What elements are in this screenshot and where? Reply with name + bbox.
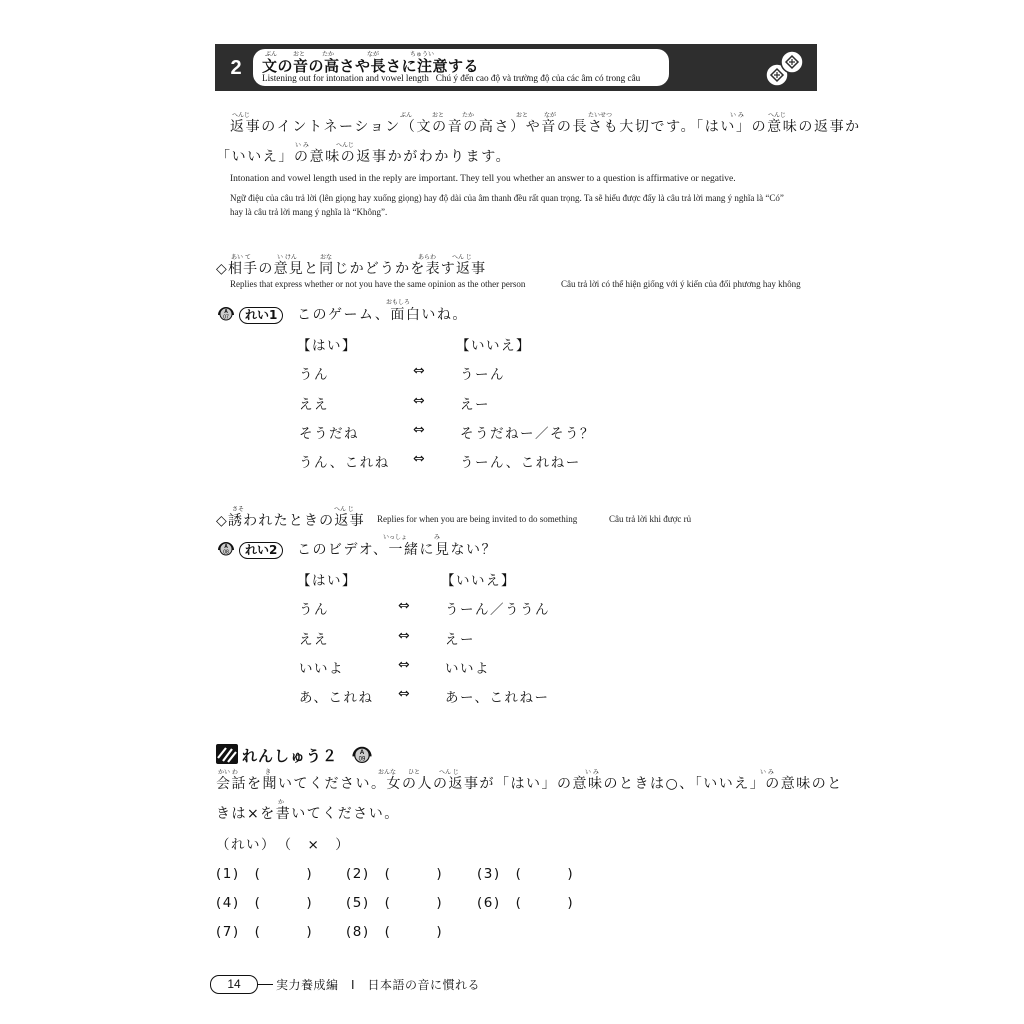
reply-no: いいよ	[445, 661, 490, 677]
practice-instruction-2: きは×を書いてください。	[216, 806, 400, 822]
bidirectional-arrow-icon: ⇔	[413, 393, 425, 409]
ruby: かい わ	[218, 769, 238, 776]
reply-no: あー、これねー	[445, 690, 550, 706]
ruby: い み	[295, 142, 309, 149]
bidirectional-arrow-icon: ⇔	[398, 598, 410, 614]
reply-yes: そうだね	[299, 426, 359, 442]
ruby: おもしろ	[386, 299, 411, 306]
ruby: き	[265, 769, 272, 776]
ruby: おんな	[378, 769, 397, 776]
bidirectional-arrow-icon: ⇔	[413, 363, 425, 379]
reply-yes: いいよ	[299, 661, 344, 677]
ruby: たいせつ	[588, 112, 613, 119]
answer-item[interactable]: (4) ( )	[216, 895, 314, 911]
ruby: ぶん	[400, 112, 413, 119]
bidirectional-arrow-icon: ⇔	[398, 657, 410, 673]
section2-english: Replies for when you are being invited to do something	[377, 514, 578, 524]
section1-english: Replies that express whether or not you have the same opinion as the other person	[230, 279, 526, 289]
reply-yes: うん	[299, 602, 329, 618]
ruby: ひと	[408, 769, 421, 776]
audio-track-icon[interactable]	[350, 742, 374, 766]
ruby: さそ	[232, 506, 245, 513]
reply-no: えー	[460, 397, 490, 413]
ruby: あらわ	[418, 254, 437, 261]
section1-heading: ◇相手の意見と同じかどうかを表す返事	[216, 261, 487, 277]
practice-example: （れい） （ × ）	[216, 837, 351, 853]
audio-track-icon[interactable]	[216, 538, 236, 558]
intro-vietnamese-2: hay là câu trả lời mang ý nghĩa là “Không”.	[230, 207, 388, 217]
bidirectional-arrow-icon: ⇔	[413, 451, 425, 467]
answer-item[interactable]: (6) ( )	[477, 895, 575, 911]
example-badge	[239, 539, 283, 559]
reply-no: えー	[445, 632, 475, 648]
ruby: い み	[730, 112, 744, 119]
ruby: へんじ	[336, 142, 355, 149]
ruby: なが	[544, 112, 557, 119]
answer-item[interactable]: (1) ( )	[216, 866, 314, 882]
reply-no: うーん／ううん	[445, 602, 550, 618]
practice-title: れんしゅう２	[242, 747, 339, 765]
badge-label: れい2	[239, 542, 283, 559]
svg-text:09: 09	[358, 756, 366, 763]
reply-yes: ええ	[299, 632, 329, 648]
intro-line-2: 「いいえ」の意味の返事かがわかります。	[216, 149, 512, 165]
badge-label: れい1	[239, 307, 283, 324]
ruby: ぶん	[265, 51, 278, 58]
example-badge	[239, 304, 283, 324]
ruby: おな	[320, 254, 333, 261]
reply-no: そうだねー／そう？	[460, 426, 595, 442]
bidirectional-arrow-icon: ⇔	[413, 422, 425, 438]
audio-track-icon[interactable]	[216, 303, 236, 323]
section-title: 文の音の高さや長さに注意する	[262, 57, 480, 75]
ruby: へんじ	[768, 112, 787, 119]
svg-text:A: A	[359, 750, 365, 756]
example-sentence-2: このビデオ、一緒に見ない？	[297, 542, 497, 558]
ruby: へんじ	[232, 112, 251, 119]
ruby: か	[278, 799, 285, 806]
ruby: へん じ	[334, 506, 354, 513]
column-no: 【いいえ】	[441, 573, 516, 589]
ruby: へん じ	[452, 254, 472, 261]
ruby: おと	[293, 51, 306, 58]
subtitle-vi: Chú ý đến cao độ và trường độ của các âm có trong câu	[435, 73, 641, 83]
svg-text:A: A	[224, 544, 228, 550]
example-sentence-1: このゲーム、面白いね。	[297, 307, 468, 323]
bidirectional-arrow-icon: ⇔	[398, 686, 410, 702]
section-subtitle	[262, 73, 640, 83]
footer-divider	[257, 984, 273, 985]
ruby: ちゅうい	[410, 51, 435, 58]
column-no: 【いいえ】	[456, 338, 531, 354]
section2-vietnamese: Câu trả lời khi được rủ	[609, 514, 692, 524]
reply-no: うーん、これねー	[460, 455, 581, 471]
intro-line-1: 返事のイントネーション（文の音の高さ）や音の長さも大切です。「はい」の意味の返事か	[230, 119, 861, 135]
ruby: おと	[516, 112, 529, 119]
reply-yes: うん	[299, 367, 329, 383]
ruby: たか	[462, 112, 475, 119]
answer-item[interactable]: (5) ( )	[346, 895, 444, 911]
intro-english: Intonation and vowel length used in the reply are important. They tell you whether an answer to a question is affirmative or negative.	[230, 174, 736, 184]
answer-item[interactable]: (8) ( )	[346, 924, 444, 940]
reply-yes: うん、これね	[299, 455, 390, 471]
footer-chapter: 実力養成編 Ⅰ 日本語の音に慣れる	[276, 978, 481, 992]
reply-no: うーん	[460, 367, 505, 383]
ruby: い み	[585, 769, 599, 776]
section-number: 2	[230, 57, 242, 79]
practice-icon	[216, 744, 238, 764]
section2-heading: ◇誘われたときの返事	[216, 513, 365, 529]
intro-vietnamese-1: Ngữ điệu của câu trả lời (lên giọng hay xuống giọng) hay độ dài của âm thanh đều rất quan trọng. Ta sẽ hiểu được đấy là câu trả lời mang ý nghĩa là “Có”	[230, 193, 784, 203]
ruby: おと	[432, 112, 445, 119]
column-yes: 【はい】	[297, 338, 357, 354]
decorative-knot-icon	[765, 47, 811, 89]
ruby: なが	[367, 51, 380, 58]
ruby: い み	[760, 769, 774, 776]
ruby: い けん	[277, 254, 297, 261]
reply-yes: ええ	[299, 397, 329, 413]
practice-instruction-1: 会話を聞いてください。女の人の返事が「はい」の意味のときは○、「いいえ」の意味のと	[216, 776, 843, 792]
reply-yes: あ、これね	[299, 690, 374, 706]
bidirectional-arrow-icon: ⇔	[398, 628, 410, 644]
page-number: 14	[210, 975, 258, 994]
section1-vietnamese: Câu trả lời có thể hiện giống với ý kiến của đối phương hay không	[561, 279, 801, 289]
column-yes: 【はい】	[297, 573, 357, 589]
svg-text:A: A	[224, 309, 228, 315]
ruby: み	[434, 534, 441, 541]
answer-item[interactable]: (2) ( )	[346, 866, 444, 882]
ruby: へん じ	[439, 769, 459, 776]
ruby: たか	[322, 51, 335, 58]
answer-item[interactable]: (7) ( )	[216, 924, 314, 940]
answer-item[interactable]: (3) ( )	[477, 866, 575, 882]
ruby: いっしょ	[383, 534, 408, 541]
ruby: あい て	[231, 254, 251, 261]
svg-text:07: 07	[223, 314, 229, 321]
svg-text:08: 08	[223, 549, 229, 556]
subtitle-en: Listening out for intonation and vowel length	[262, 73, 429, 83]
